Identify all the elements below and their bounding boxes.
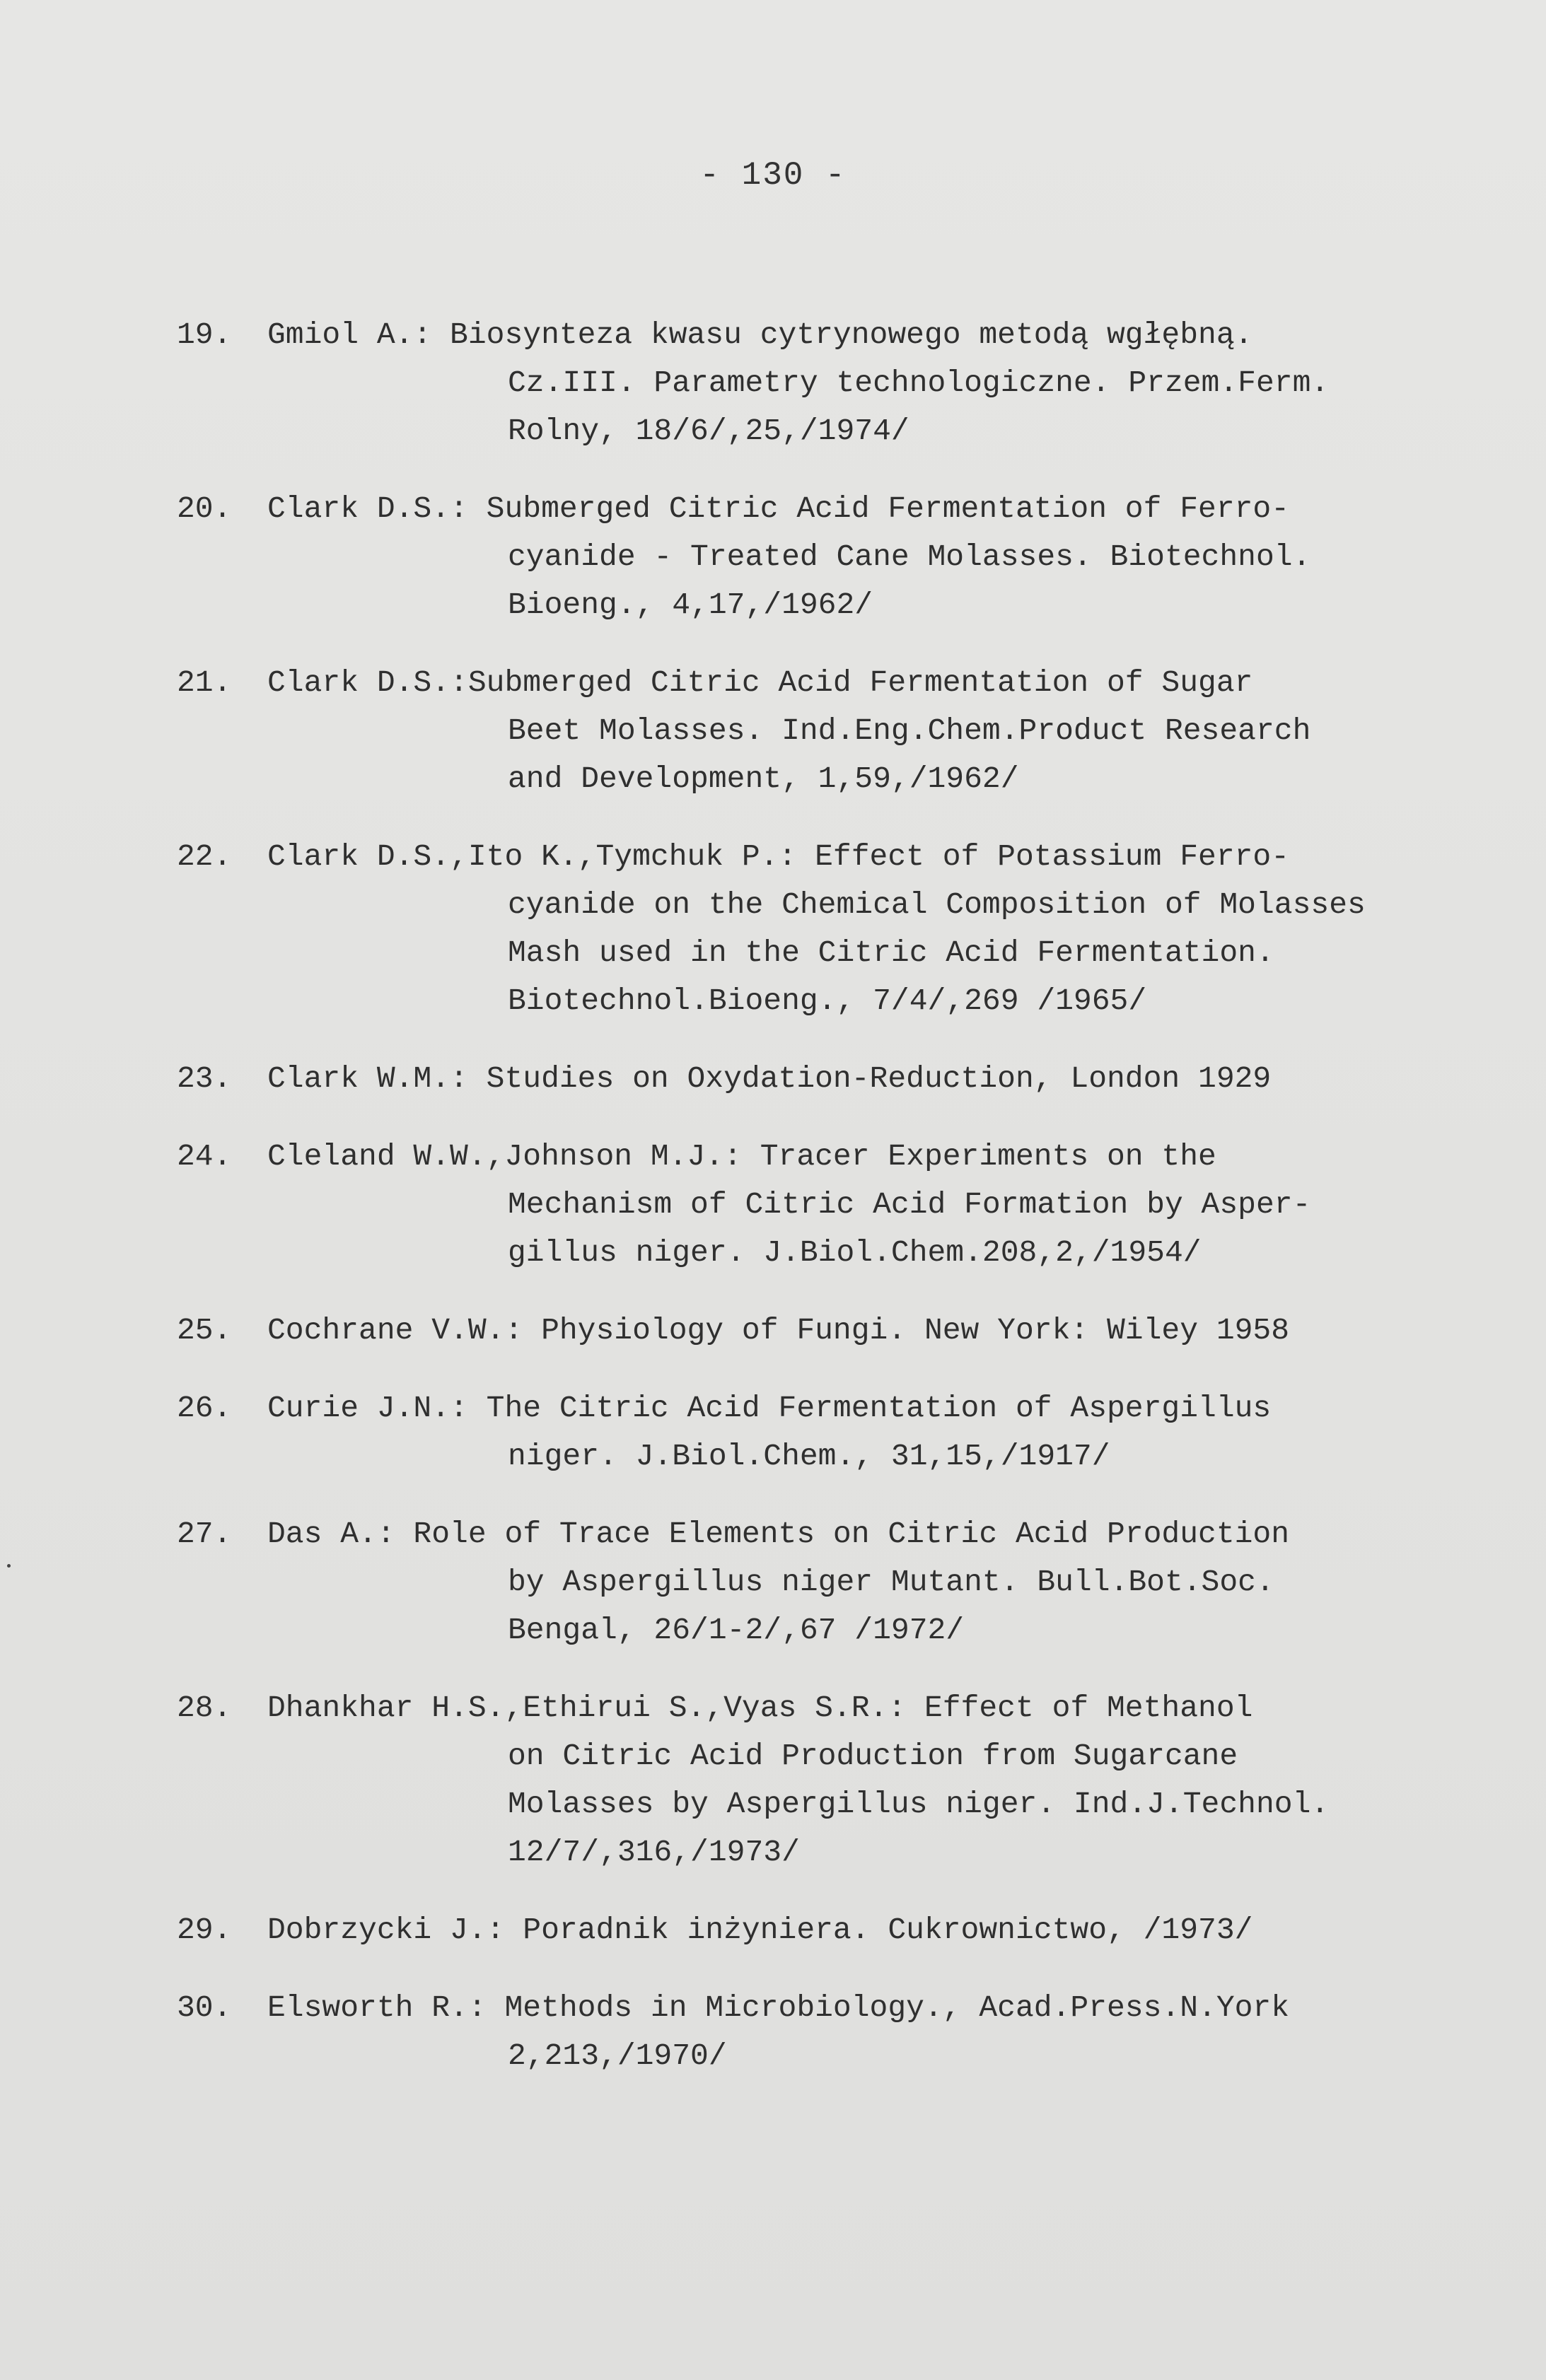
reference-item (177, 659, 1521, 803)
reference-continuation-line: 12/7/,316,/1973/ (508, 1835, 800, 1869)
reference-first-line: Clark D.S.:Submerged Citric Acid Fermentation of Sugar (267, 665, 1253, 700)
reference-item (177, 1133, 1521, 1277)
reference-item (177, 1055, 1521, 1103)
reference-continuation-line: on Citric Acid Production from Sugarcane (508, 1739, 1238, 1773)
reference-number: 23. (177, 1061, 232, 1096)
reference-number: 29. (177, 1913, 232, 1947)
reference-first-line: Dhankhar H.S.,Ethirui S.,Vyas S.R.: Effect of Methanol (267, 1691, 1253, 1725)
reference-first-line: Clark D.S.,Ito K.,Tymchuk P.: Effect of Potassium Ferro- (267, 839, 1290, 874)
reference-item (177, 1384, 1521, 1481)
reference-item (177, 311, 1521, 455)
reference-continuation-line: Molasses by Aspergillus niger. Ind.J.Technol. (508, 1787, 1330, 1821)
reference-continuation-line: Bengal, 26/1-2/,67 /1972/ (508, 1613, 965, 1647)
reference-number: 27. (177, 1517, 232, 1551)
reference-item (177, 1684, 1521, 1877)
reference-item (177, 1307, 1521, 1355)
reference-continuation-line: niger. J.Biol.Chem., 31,15,/1917/ (508, 1439, 1110, 1474)
reference-first-line: Elsworth R.: Methods in Microbiology., Acad.Press.N.York (267, 1990, 1290, 2025)
reference-continuation-line: cyanide on the Chemical Composition of Molasses (508, 887, 1366, 922)
reference-number: 19. (177, 317, 232, 352)
reference-continuation-line: Rolny, 18/6/,25,/1974/ (508, 414, 909, 448)
reference-continuation-line: Bioeng., 4,17,/1962/ (508, 588, 873, 622)
ink-speck (7, 1564, 11, 1568)
reference-continuation-line: Beet Molasses. Ind.Eng.Chem.Product Research (508, 713, 1311, 748)
reference-continuation-line: by Aspergillus niger Mutant. Bull.Bot.Soc. (508, 1565, 1274, 1599)
reference-item (177, 1984, 1521, 2080)
reference-list (177, 311, 1521, 2110)
reference-number: 24. (177, 1139, 232, 1174)
reference-continuation-line: and Development, 1,59,/1962/ (508, 762, 1019, 796)
reference-item (177, 833, 1521, 1025)
reference-number: 30. (177, 1990, 232, 2025)
reference-number: 28. (177, 1691, 232, 1725)
reference-continuation-line: cyanide - Treated Cane Molasses. Biotechnol. (508, 539, 1311, 574)
reference-first-line: Cochrane V.W.: Physiology of Fungi. New York: Wiley 1958 (267, 1313, 1290, 1348)
reference-number: 25. (177, 1313, 232, 1348)
reference-first-line: Dobrzycki J.: Poradnik inżyniera. Cukrownictwo, /1973/ (267, 1913, 1253, 1947)
reference-continuation-line: 2,213,/1970/ (508, 2038, 727, 2073)
reference-continuation-line: Biotechnol.Bioeng., 7/4/,269 /1965/ (508, 984, 1147, 1018)
reference-first-line: Cleland W.W.,Johnson M.J.: Tracer Experiments on the (267, 1139, 1216, 1174)
reference-item (177, 1906, 1521, 1954)
reference-first-line: Clark W.M.: Studies on Oxydation-Reduction, London 1929 (267, 1061, 1272, 1096)
reference-number: 22. (177, 839, 232, 874)
reference-number: 21. (177, 665, 232, 700)
reference-continuation-line: Cz.III. Parametry technologiczne. Przem.Ferm. (508, 366, 1330, 400)
reference-item (177, 1510, 1521, 1655)
reference-continuation-line: Mechanism of Citric Acid Formation by Asper- (508, 1187, 1311, 1222)
page-number: - 130 - (699, 157, 847, 194)
reference-continuation-line: Mash used in the Citric Acid Fermentation. (508, 935, 1274, 970)
reference-first-line: Gmiol A.: Biosynteza kwasu cytrynowego metodą wgłębną. (267, 317, 1253, 352)
reference-continuation-line: gillus niger. J.Biol.Chem.208,2,/1954/ (508, 1235, 1202, 1270)
reference-number: 20. (177, 491, 232, 526)
reference-first-line: Clark D.S.: Submerged Citric Acid Fermentation of Ferro- (267, 491, 1290, 526)
reference-item (177, 485, 1521, 629)
reference-number: 26. (177, 1391, 232, 1425)
reference-first-line: Das A.: Role of Trace Elements on Citric Acid Production (267, 1517, 1290, 1551)
reference-first-line: Curie J.N.: The Citric Acid Fermentation of Aspergillus (267, 1391, 1272, 1425)
